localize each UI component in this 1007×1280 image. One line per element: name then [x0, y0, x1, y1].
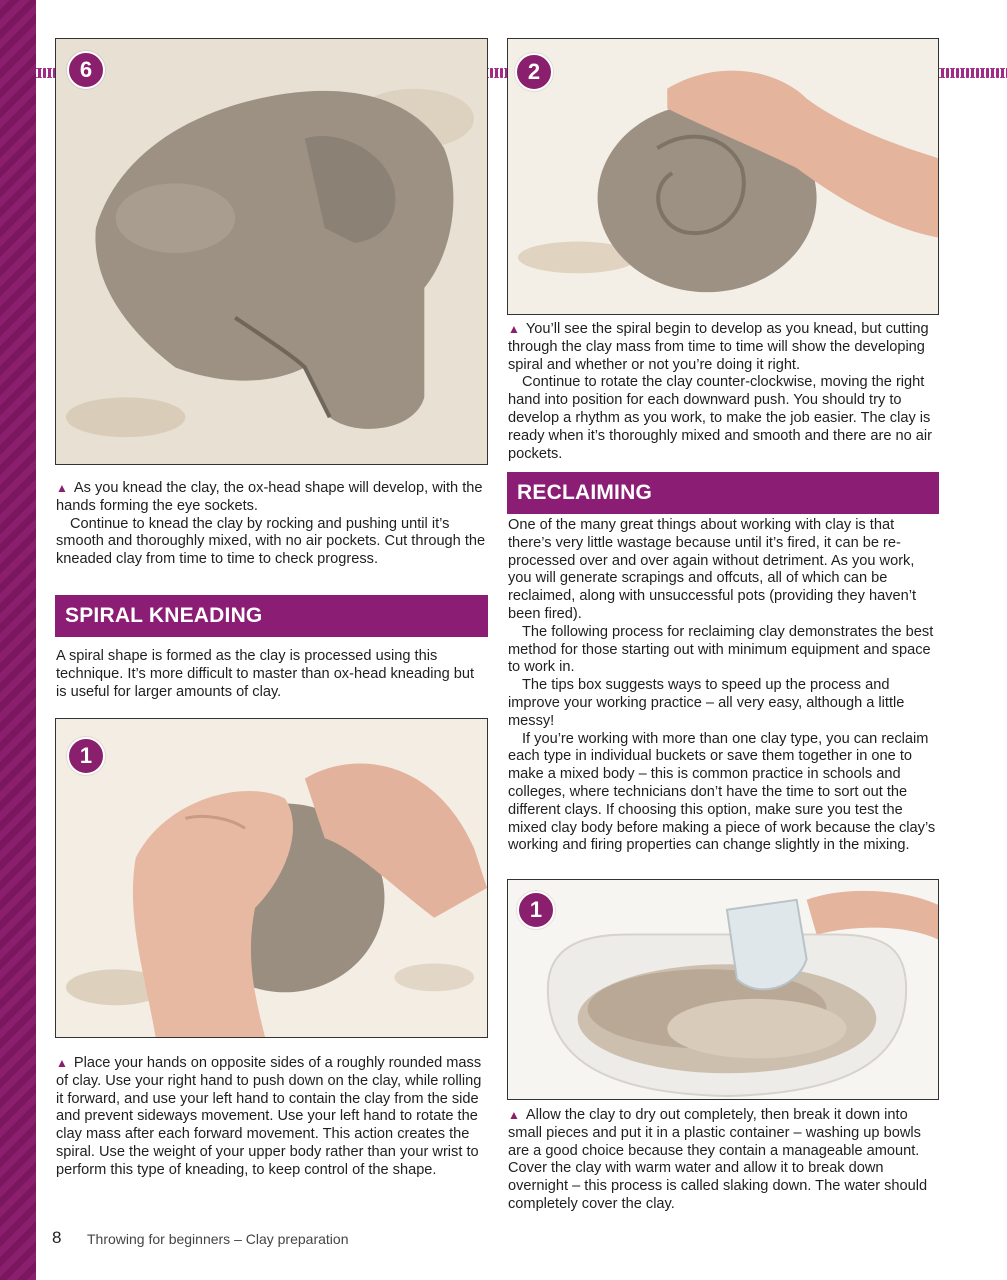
spiral-step2-caption-p2: Continue to rotate the clay counter-clockwise, moving the right hand into position for each downward push. You should try to develop a rhythm as you work, to make the job easier. The clay is ready when it’s thoroughly mixed and smooth and there are no air pockets. [508, 374, 933, 462]
photo-reclaiming-step1 [507, 879, 939, 1100]
spiral-step2-caption-p1: ▲ You’ll see the spiral begin to develop as you knead, but cutting through the clay mass from time to time will show the developing spiral and whether or not you’re doing it right. [508, 321, 929, 373]
spiral-intro: A spiral shape is formed as the clay is processed using this technique. It’s more difficult to master than ox-head kneading but is useful for larger amounts of clay. [56, 648, 475, 700]
photo-spiral-step1 [55, 718, 488, 1038]
reclaiming-step1-caption: ▲ Allow the clay to dry out completely, then break it down into small pieces and put it in a plastic container – washing up bowls are a good choice because they contain a manageable amount. Cover the clay with warm water and allow it to break down overnight – this process is called slaking down. The water should completely cover the clay. [508, 1107, 928, 1212]
section-heading-reclaiming: RECLAIMING [507, 472, 939, 514]
step-badge: 2 [515, 53, 553, 91]
reclaiming-p1: One of the many great things about working with clay is that there’s very little wastage because until it’s fired, it can be re-processed over and over again without detriment. As you work, you will generate scrapings and offcuts, all of which can be reclaimed, along with unsuccessful pots (providing they haven’t been fired). [508, 517, 917, 622]
page-number: 8 [52, 1228, 62, 1247]
reclaiming-p2: The following process for reclaiming clay demonstrates the best method for those starting out with minimum equipment and space to work in. [508, 623, 934, 676]
reclaiming-body [508, 517, 940, 855]
spiral-step2-caption [508, 321, 940, 463]
step-badge: 1 [517, 891, 555, 929]
reclaiming-p3: The tips box suggests ways to speed up the process and improve your working practice – all very easy, although a little messy! [508, 677, 905, 729]
triangle-up-icon: ▲ [56, 481, 68, 495]
triangle-up-icon: ▲ [508, 1108, 520, 1122]
step-badge: 6 [67, 51, 105, 89]
step-badge: 1 [67, 737, 105, 775]
triangle-up-icon: ▲ [508, 322, 520, 336]
triangle-up-icon: ▲ [56, 1056, 68, 1070]
photo-spiral-step2 [507, 38, 939, 315]
ox-head-caption [56, 480, 488, 569]
running-footer-title: Throwing for beginners – Clay preparation [87, 1231, 349, 1247]
deco-rule-left [36, 68, 56, 78]
reclaiming-p4: If you’re working with more than one clay type, you can reclaim each type in individual buckets or save them together in one to make a mixed body – this is common practice in schools and colleges, where technicians don’t have the time to sort out the different clays. If choosing this option, make sure you test the mixed clay body before making a piece of work because the clay’s working and firing properties can change slightly in the mixing. [508, 730, 936, 854]
deco-rule-right [939, 68, 1007, 78]
section-heading-spiral-kneading: SPIRAL KNEADING [55, 595, 488, 637]
side-stripe [0, 0, 36, 1280]
ox-head-caption-p1: ▲ As you knead the clay, the ox-head shape will develop, with the hands forming the eye sockets. [56, 480, 483, 514]
ox-head-caption-p2: Continue to knead the clay by rocking and pushing until it’s smooth and thoroughly mixed, with no air pockets. Cut through the kneaded clay from time to time to check progress. [56, 515, 486, 568]
photo-ox-head-step6 [55, 38, 488, 465]
deco-rule-middle [488, 68, 507, 78]
spiral-step1-caption: ▲ Place your hands on opposite sides of a roughly rounded mass of clay. Use your right hand to push down on the clay, while rolling it forward, and use your left hand to contain the clay from the side and prevent sideways movement. Use your left hand to rotate the clay mass after each forward movement. This action creates the spiral. Use the weight of your upper body rather than your wrist to perform this type of kneading, to keep control of the shape. [56, 1055, 482, 1178]
